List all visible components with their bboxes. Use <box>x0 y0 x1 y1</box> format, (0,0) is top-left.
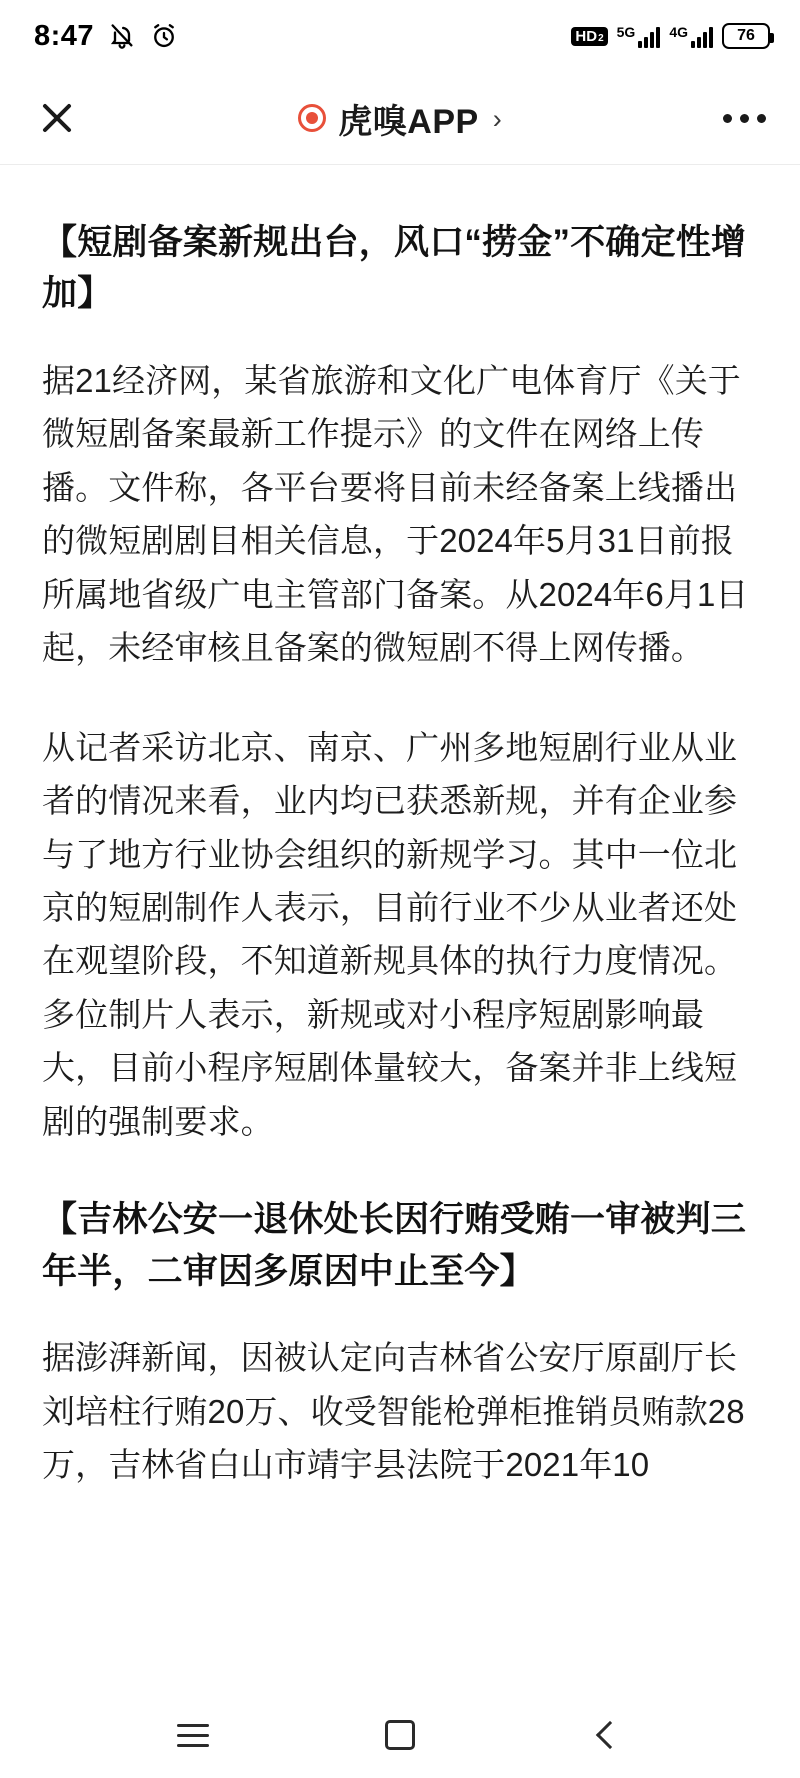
network-type-5g-label: 5G <box>616 23 636 40</box>
article-heading-1: 【短剧备案新规出台，风口“捞金”不确定性增加】 <box>42 223 747 314</box>
home-icon[interactable] <box>365 1705 435 1765</box>
alarm-icon <box>150 22 178 50</box>
article-content <box>0 165 800 1692</box>
article-paragraph-3: 据澎湃新闻，因被认定向吉林省公安厅原副厅长刘培柱行贿20万、收受智能枪弹柜推销员贿款28万，吉林省白山市靖宇县法院于2021年10 <box>42 1339 745 1483</box>
battery-percent-label: 76 <box>737 27 755 44</box>
network-type-4g-label: 4G <box>669 23 688 40</box>
brand-title-group <box>0 94 800 143</box>
close-icon[interactable] <box>34 95 80 141</box>
system-navigation-bar <box>0 1692 800 1778</box>
signal-bars-5g-icon <box>638 26 660 48</box>
app-header <box>0 72 800 164</box>
chevron-right-icon: › <box>492 103 502 134</box>
hd-voice-icon <box>571 27 607 46</box>
battery-icon <box>722 23 770 49</box>
signal-bars-4g-icon <box>691 26 713 48</box>
menu-icon[interactable] <box>158 1705 228 1765</box>
status-bar-left-icons <box>108 22 178 50</box>
brand-name: 虎嗅APP <box>338 102 479 141</box>
brand-logo-icon <box>298 104 326 132</box>
status-clock: 8:47 <box>34 19 95 52</box>
bell-off-icon <box>108 22 136 50</box>
article-heading-2: 【吉林公安一退休处长因行贿受贿一审被判三年半，二审因多原因中止至今】 <box>42 1200 747 1291</box>
more-options-icon[interactable] <box>723 98 766 138</box>
article-paragraph-2: 从记者采访北京、南京、广州多地短剧行业从业者的情况来看，业内均已获悉新规，并有企业参与了地方行业协会组织的新规学习。其中一位北京的短剧制作人表示，目前行业不少从业者还处在观望阶段，不知道新规具体的执行力度情况。多位制片人表示，新规或对小程序短剧影响最大，目前小程序短剧体量较大，备案并非上线短剧的强制要求。 <box>42 728 738 1140</box>
status-bar-right-icons <box>571 23 770 49</box>
signal-5g-group <box>617 25 661 48</box>
hd-label: HD <box>575 27 598 45</box>
status-bar <box>0 0 800 72</box>
signal-4g-group <box>669 25 713 48</box>
article-paragraph-1: 据21经济网，某省旅游和文化广电体育厅《关于微短剧备案最新工作提示》的文件在网络上传播。文件称，各平台要将目前未经备案上线播出的微短剧剧目相关信息，于2024年5月31日前报所属地省级广电主管部门备案。从2024年6月1日起，未经审核且备案的微短剧不得上网传播。 <box>42 361 749 667</box>
back-icon[interactable] <box>572 1705 642 1765</box>
hd-sub: 2 <box>598 32 604 44</box>
